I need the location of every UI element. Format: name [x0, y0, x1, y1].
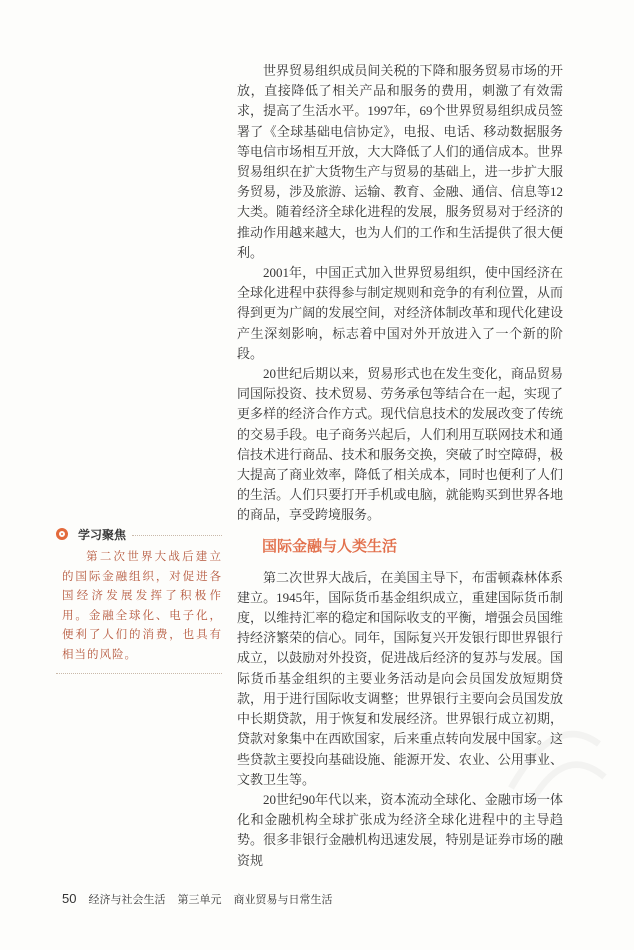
learning-focus-box — [56, 524, 222, 674]
unit-label: 第三单元 — [177, 893, 222, 906]
book-title: 经济与社会生活 — [88, 893, 166, 906]
section-heading: 国际金融与人类生活 — [262, 537, 398, 555]
paragraph: 2001年，中国正式加入世界贸易组织，使中国经济在全球化进程中获得参与制定规则和竞争的有利位置，从而得到更为广阔的发展空间，对经济体制改革和现代化建设产生深刻影响，标志着中国对外开放进入了一个新的阶段。 — [237, 265, 563, 361]
sidebar-title: 学习聚焦 — [78, 527, 127, 542]
main-text-top — [237, 61, 563, 526]
main-text-bottom — [237, 568, 563, 871]
focus-target-icon — [56, 528, 68, 540]
main-column — [237, 61, 563, 871]
paragraph: 20世纪后期以来，贸易形式也在发生变化，商品贸易同国际投资、技术贸易、劳务承包等结合在一起，实现了更多样的经济合作方式。现代信息技术的发展改变了传统的交易手段。电子商务兴起后，人们利用互联网技术和通信技术进行商品、技术和服务交换，突破了时空障碍，极大提高了商业效率，降低了相关成本，同时也便利了人们的生活。人们只要打开手机或电脑，就能购买到世界各地的商品，享受跨境服务。 — [237, 366, 563, 523]
unit-title: 商业贸易与日常生活 — [233, 893, 333, 906]
divider — [56, 673, 222, 674]
paragraph: 20世纪90年代以来，资本流动全球化、金融市场一体化和金融机构全球扩张成为经济全球化进程中的主导趋势。很多非银行金融机构迅速发展，特别是证券市场的融资规 — [237, 791, 563, 868]
paragraph: 第二次世界大战后，在美国主导下，布雷顿森林体系建立。1945年，国际货币基金组织成立，重建国际货币制度，以维持汇率的稳定和国际收支的平衡，增强会员国维持经济繁荣的信心。同年，国际复兴开发银行即世界银行成立，以鼓励对外投资，促进战后经济的复苏与发展。国际货币基金组织的主要业务活动是向会员国发放短期贷款，用于进行国际收支调整；世界银行主要向会员国发放中长期贷款，用于恢复和发展经济。世界银行成立初期，贷款对象集中在西欧国家，后来重点转向发展中国家。这些贷款主要投向基础设施、能源开发、农业、公用事业、文教卫生等。 — [237, 569, 563, 787]
divider — [132, 535, 222, 536]
page-number: 50 — [62, 890, 77, 906]
page-footer — [0, 871, 634, 950]
sidebar-text: 第二次世界大战后建立的国际金融组织，对促进各国经济发展发挥了积极作用。金融全球化、电子化，便利了人们的消费，也具有相当的风险。 — [62, 551, 222, 661]
paragraph: 世界贸易组织成员间关税的下降和服务贸易市场的开放，直接降低了相关产品和服务的费用，刺激了有效需求，提高了生活水平。1997年，69个世界贸易组织成员签署了《全球基础电信协定》，电报、电话、移动数据服务等电信市场相互开放，大大降低了人们的通信成本。世界贸易组织在扩大货物生产与贸易的基础上，进一步扩大服务贸易，涉及旅游、运输、教育、金融、通信、信息等12大类。随着经济全球化进程的发展，服务贸易对于经济的推动作用越来越大，也为人们的工作和生活提供了很大便利。 — [237, 63, 563, 260]
